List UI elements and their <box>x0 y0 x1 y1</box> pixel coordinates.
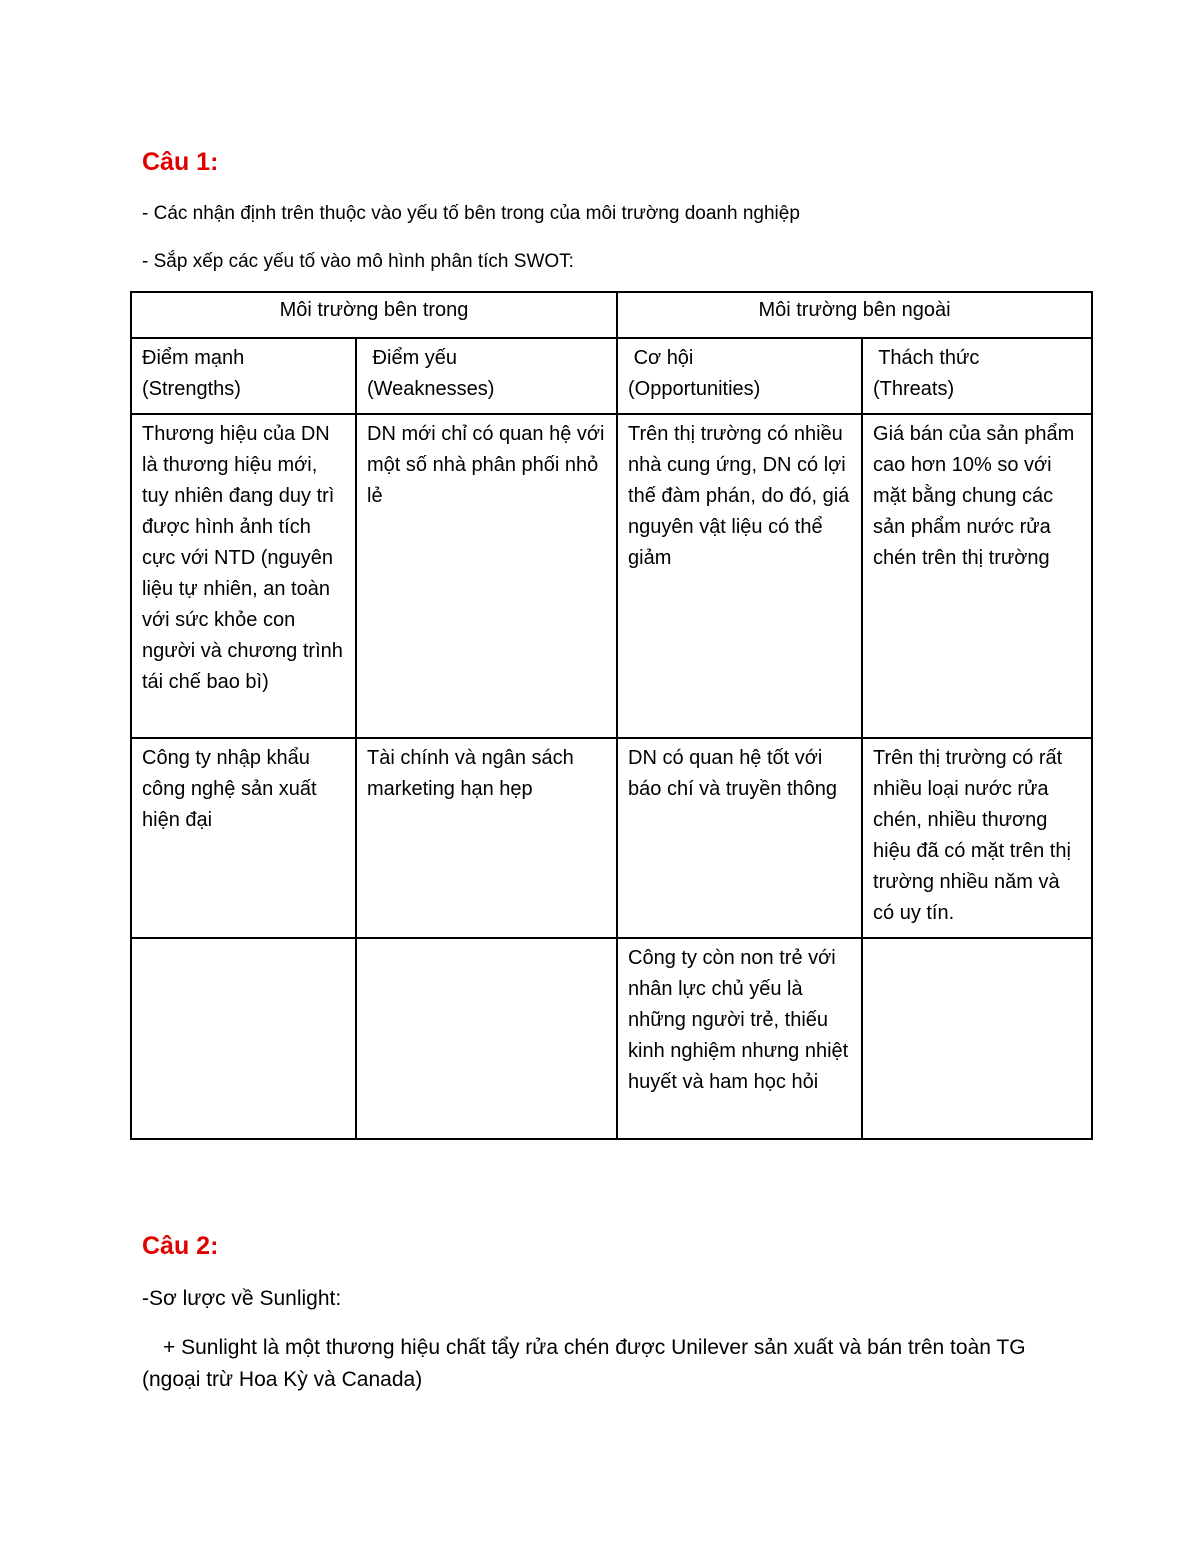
table-row <box>131 738 1092 938</box>
weaknesses-header <box>356 338 617 414</box>
table-row <box>131 414 1092 738</box>
question-2-heading: Câu 2: <box>142 1232 219 1260</box>
question-2-overview-title: -Sơ lược về Sunlight: <box>142 1287 342 1310</box>
strength-cell <box>131 938 356 1139</box>
opportunity-cell: Trên thị trường có nhiều nhà cung ứng, DN có lợi thế đàm phán, do đó, giá nguyên vật liệu có thể giảm <box>617 414 862 738</box>
strengths-header <box>131 338 356 414</box>
question-1-heading: Câu 1: <box>142 148 219 176</box>
threat-cell: Giá bán của sản phẩm cao hơn 10% so với mặt bằng chung các sản phẩm nước rửa chén trên thị trường <box>862 414 1092 738</box>
table-row <box>131 938 1092 1139</box>
strength-cell: Công ty nhập khẩu công nghệ sản xuất hiện đại <box>131 738 356 938</box>
strengths-label-en: (Strengths) <box>142 378 241 400</box>
threat-cell <box>862 938 1092 1139</box>
external-environment-header: Môi trường bên ngoài <box>617 292 1092 338</box>
question-2-bullet-continuation: (ngoại trừ Hoa Kỳ và Canada) <box>142 1368 423 1391</box>
opportunities-label-en: (Opportunities) <box>628 378 761 400</box>
opportunities-label-vi: Cơ hội <box>628 347 694 369</box>
threats-label-vi: Thách thức <box>873 347 980 369</box>
strengths-label-vi: Điểm mạnh <box>142 347 245 369</box>
swot-table <box>130 291 1093 1140</box>
question-1-instruction: - Sắp xếp các yếu tố vào mô hình phân tích SWOT: <box>142 251 574 272</box>
weakness-cell: DN mới chỉ có quan hệ với một số nhà phân phối nhỏ lẻ <box>356 414 617 738</box>
question-2-bullet: + Sunlight là một thương hiệu chất tẩy rửa chén được Unilever sản xuất và bán trên toàn TG <box>163 1336 1026 1359</box>
question-1-statement: - Các nhận định trên thuộc vào yếu tố bên trong của môi trường doanh nghiệp <box>142 203 800 224</box>
opportunities-header <box>617 338 862 414</box>
internal-environment-header: Môi trường bên trong <box>131 292 617 338</box>
weakness-cell: Tài chính và ngân sách marketing hạn hẹp <box>356 738 617 938</box>
weaknesses-label-vi: Điểm yếu <box>367 347 458 369</box>
opportunity-cell: Công ty còn non trẻ với nhân lực chủ yếu là những người trẻ, thiếu kinh nghiệm nhưng nhiệt huyết và ham học hỏi <box>617 938 862 1139</box>
strength-cell: Thương hiệu của DN là thương hiệu mới, tuy nhiên đang duy trì được hình ảnh tích cực với NTD (nguyên liệu tự nhiên, an toàn với sức khỏe con người và chương trình tái chế bao bì) <box>131 414 356 738</box>
weakness-cell <box>356 938 617 1139</box>
threat-cell: Trên thị trường có rất nhiều loại nước rửa chén, nhiều thương hiệu đã có mặt trên thị trường nhiều năm và có uy tín. <box>862 738 1092 938</box>
swot-group-row <box>131 292 1092 338</box>
swot-column-header-row <box>131 338 1092 414</box>
threats-header <box>862 338 1092 414</box>
threats-label-en: (Threats) <box>873 378 955 400</box>
opportunity-cell: DN có quan hệ tốt với báo chí và truyền thông <box>617 738 862 938</box>
weaknesses-label-en: (Weaknesses) <box>367 378 495 400</box>
